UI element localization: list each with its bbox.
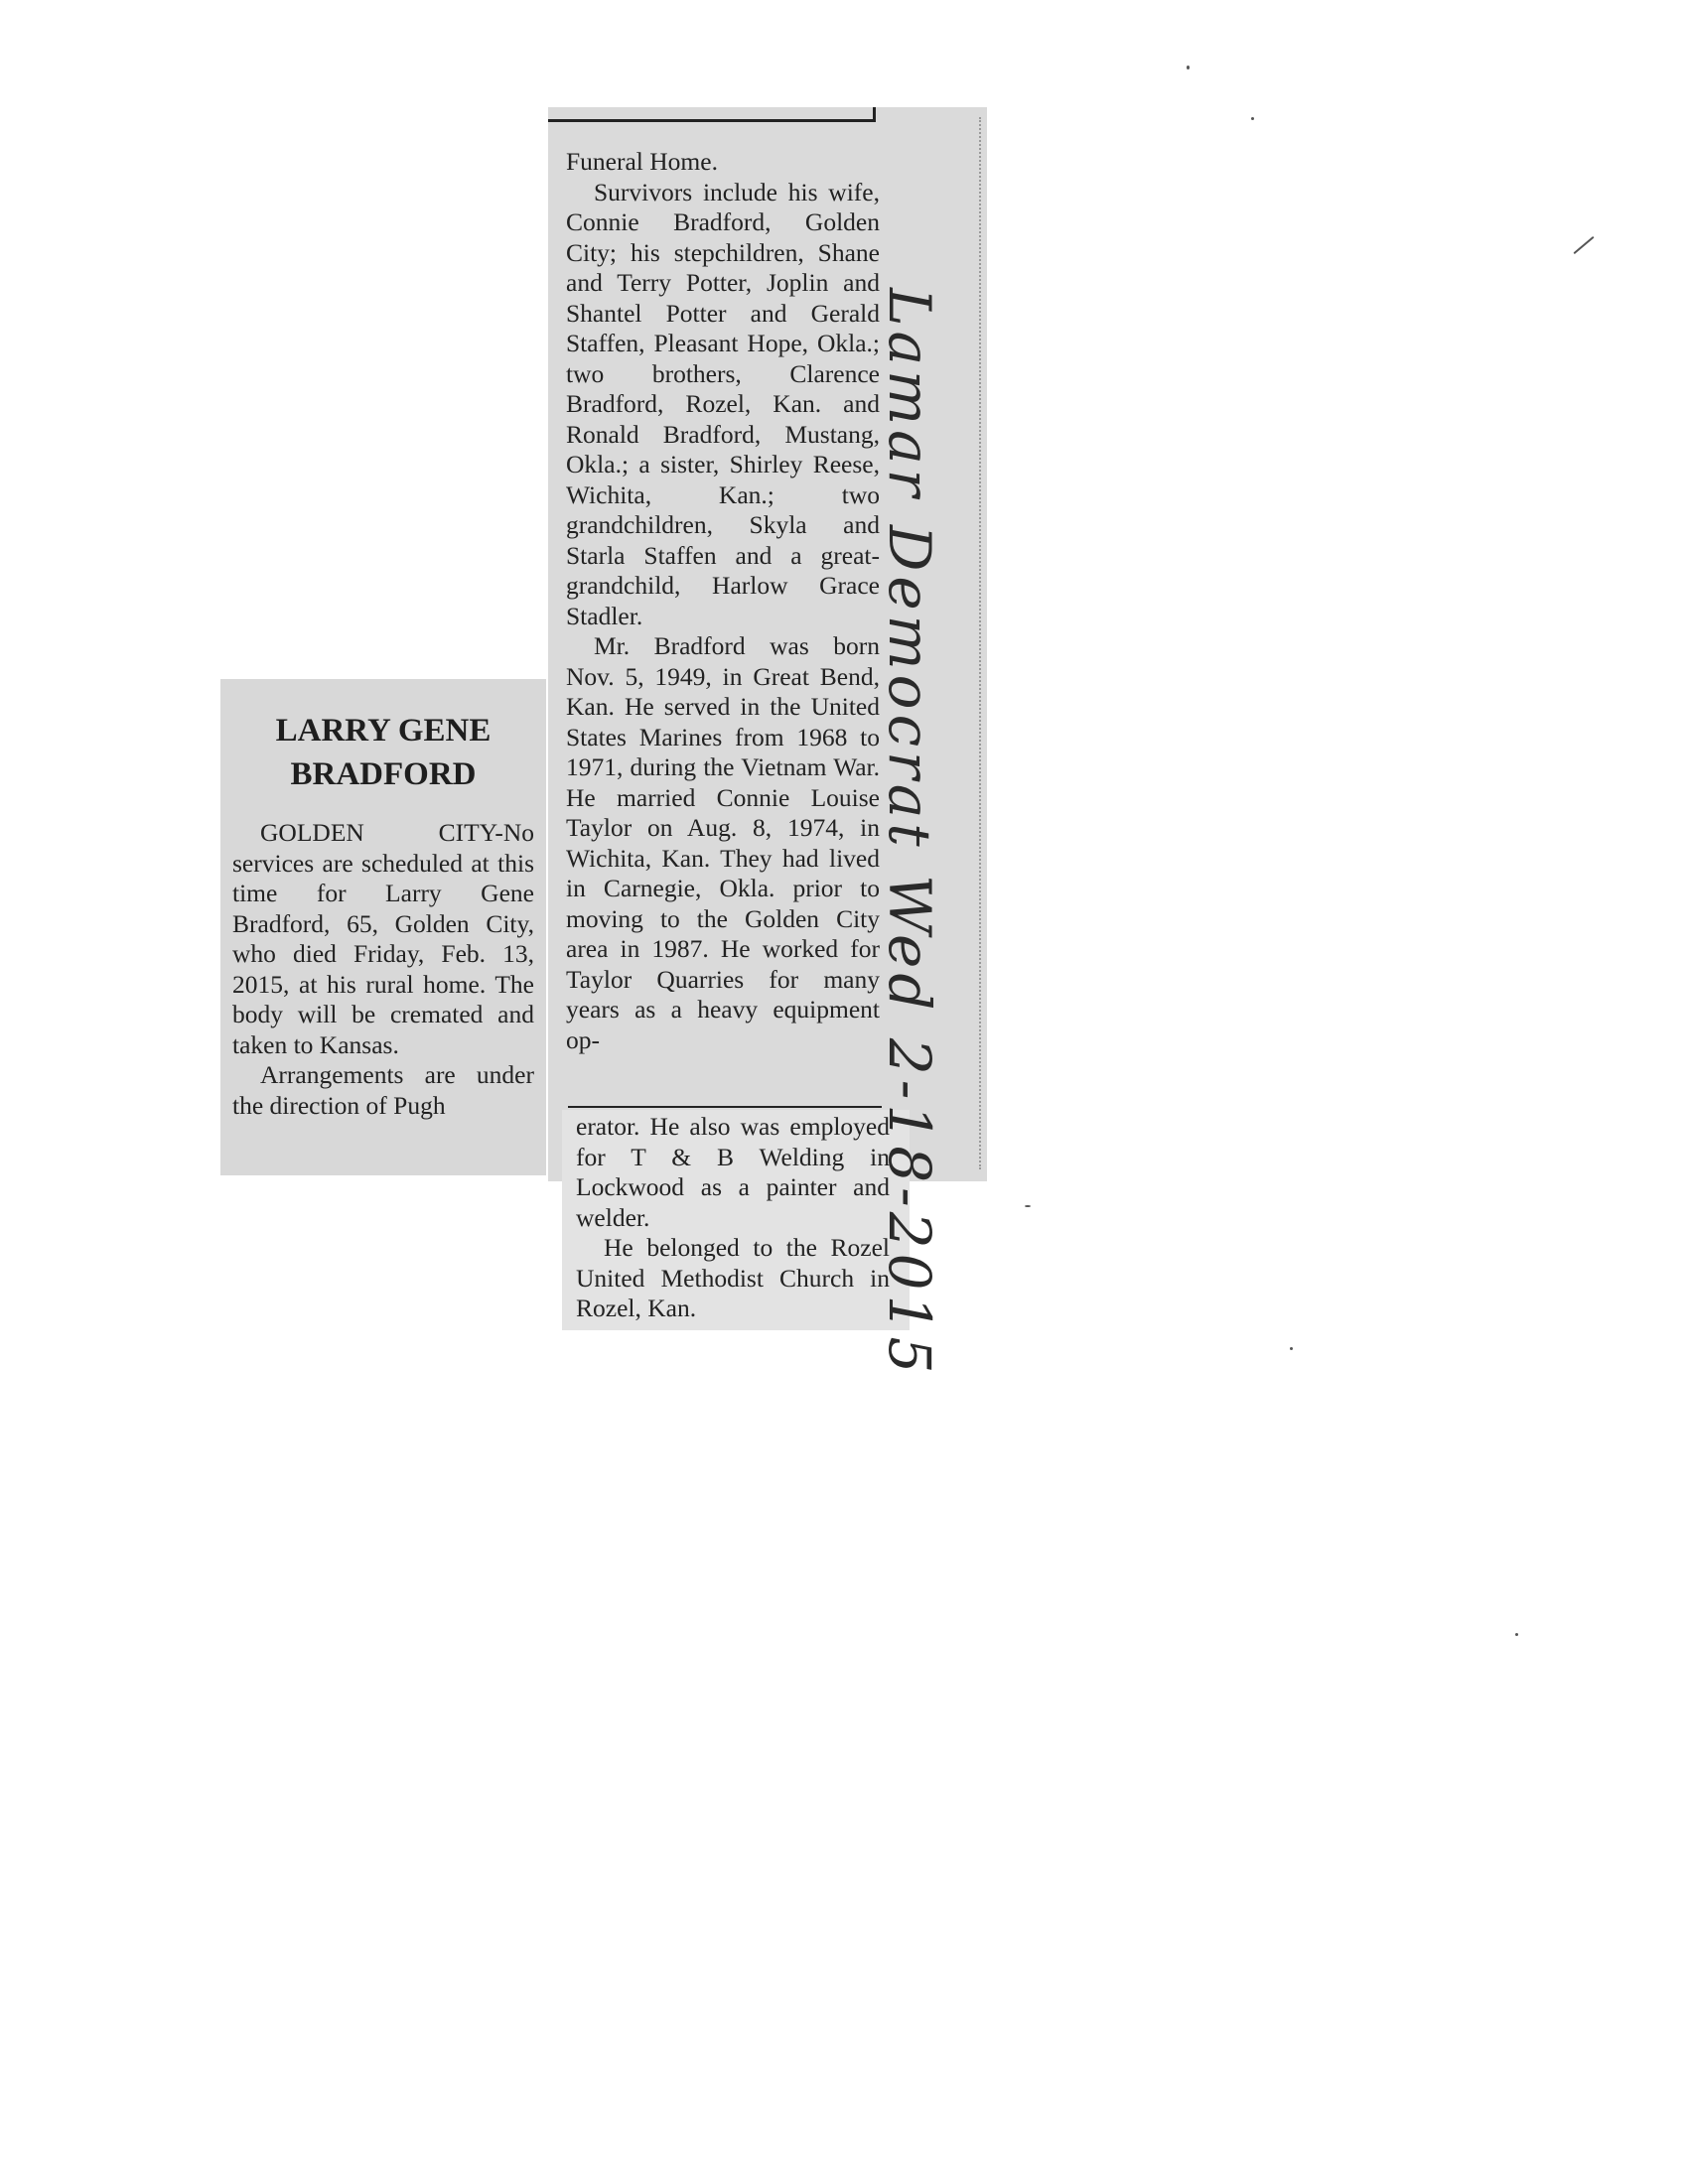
paragraph-survivors: Survivors include his wife, Connie Bradford, Golden City; his stepchildren, Shane and Terry Potter, Joplin and Shantel Potter and Gerald Staffen, Pleasant Hope, Okla.; two brothers, Clarence Bradford, Rozel, Kan. and Ronald Bradford, Mustang, Okla.; a sister, Shirley Reese, Wichita, Kan.; two grandchildren, Skyla and Starla Staffen and a great-grandchild, Harlow Grace Stadler. [566,177,880,630]
scan-speck [1025,1205,1031,1207]
paragraph-employment: erator. He also was employed for T & B Welding in Lockwood as a painter and welder. [576,1112,890,1232]
obituary-headline [220,709,546,796]
clipping-top-rule [548,107,876,122]
handwritten-source-note: Lamar Democrat Wed 2-18-2015 [876,288,943,1379]
paragraph-funeral-home: Funeral Home. [566,147,718,176]
scan-speck [1290,1347,1293,1350]
obituary-clipping-tail [562,1110,910,1330]
scan-speck [1251,117,1254,120]
paragraph-arrangements: Arrangements are under the direction of Pugh [232,1060,534,1120]
obituary-column-3 [576,1112,890,1324]
headline-line-2: BRADFORD [290,756,477,792]
scan-speck [1187,66,1190,69]
clipping-dotted-edge [979,117,981,1169]
paragraph-church: He belonged to the Rozel United Methodist Church in Rozel, Kan. [576,1233,890,1322]
paragraph-services: GOLDEN CITY-No services are scheduled at this time for Larry Gene Bradford, 65, Golden City, who died Friday, Feb. 13, 2015, at his rural home. The body will be cremated and taken to Kansas. [232,818,534,1059]
clipping-cut-rule [568,1106,882,1108]
scan-speck [1573,236,1594,254]
obituary-column-1 [232,818,534,1121]
scan-speck [1515,1633,1518,1636]
obituary-clipping-left [220,679,546,1175]
headline-line-1: LARRY GENE [275,713,492,749]
clipping-rule-tick [873,107,876,122]
obituary-column-2 [566,147,880,1055]
paragraph-biography: Mr. Bradford was born Nov. 5, 1949, in Great Bend, Kan. He served in the United States Marines from 1968 to 1971, during the Vietnam War. He married Connie Louise Taylor on Aug. 8, 1974, in Wichita, Kan. They had lived in Carnegie, Okla. prior to moving to the Golden City area in 1987. He worked for Taylor Quarries for many years as a heavy equipment op- [566,631,880,1054]
